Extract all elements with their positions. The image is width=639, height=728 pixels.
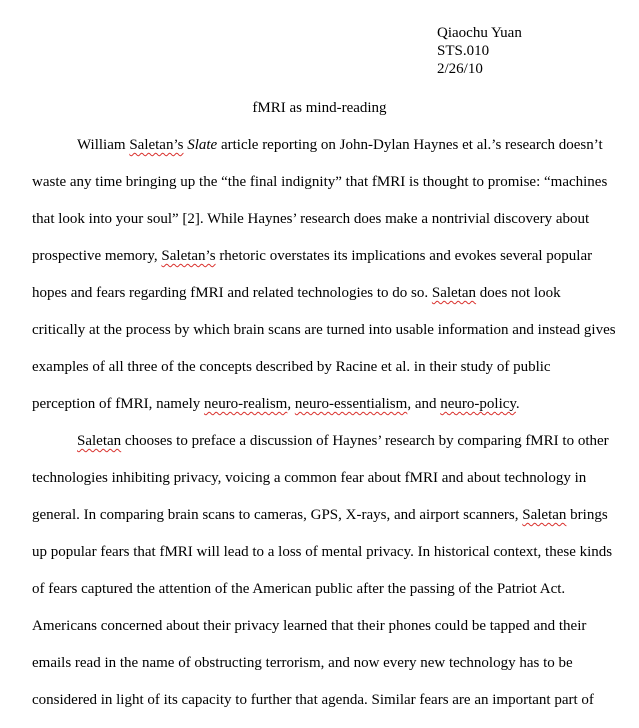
paragraph-1-line-6: critically at the process by which brain scans are turned into usable information and instead gives xyxy=(32,322,616,338)
text-run: , xyxy=(287,396,295,412)
misspelled-word: Saletan xyxy=(431,285,477,301)
text-run: chooses to preface a discussion of Haynes’ research by comparing fMRI to other xyxy=(121,433,609,449)
misspelled-word: Saletan xyxy=(77,433,122,449)
document-title: fMRI as mind-reading xyxy=(252,100,387,116)
text-run: hopes and fears regarding fMRI and related technologies to do so. xyxy=(32,285,432,301)
text-run: rhetoric overstates its implications and evokes several popular xyxy=(215,248,593,264)
paragraph-1-line-4 xyxy=(32,247,632,284)
misspelled-word: neuro-essentialism xyxy=(294,396,408,412)
paragraph-2-line-2: technologies inhibiting privacy, voicing a common fear about fMRI and about technology in xyxy=(32,470,587,486)
text-run: article reporting on John-Dylan Haynes et al.’s research doesn’t xyxy=(217,137,603,153)
misspelled-word: neuro-realism xyxy=(204,396,288,412)
paragraph-1-line-7: examples of all three of the concepts described by Racine et al. in their study of public xyxy=(32,359,551,375)
course-number: STS.010 xyxy=(437,43,490,59)
italic-publication-name: Slate xyxy=(187,137,218,153)
paragraph-2-line-6: Americans concerned about their privacy learned that their phones could be tapped and their xyxy=(32,618,587,634)
author-name: Qiaochu Yuan xyxy=(437,25,522,41)
paragraph-1-line-8 xyxy=(32,395,632,432)
paragraph-2-line-3 xyxy=(32,506,632,543)
header-block xyxy=(437,24,522,78)
misspelled-word: Saletan’s xyxy=(129,137,184,153)
date: 2/26/10 xyxy=(437,61,483,77)
misspelled-word: Saletan xyxy=(522,507,567,523)
paragraph-2-line-1 xyxy=(32,432,632,469)
text-run: , and xyxy=(407,396,441,412)
text-run: general. In comparing brain scans to cameras, GPS, X-rays, and airport scanners, xyxy=(32,507,523,523)
text-run: William xyxy=(77,137,130,153)
text-run: brings xyxy=(566,507,608,523)
paragraph-2-line-4: up popular fears that fMRI will lead to a loss of mental privacy. In historical context, these kinds xyxy=(32,544,613,560)
text-run: does not look xyxy=(476,285,561,301)
paragraph-2-line-8: considered in light of its capacity to further that agenda. Similar fears are an important part of xyxy=(32,692,594,708)
text-run: . xyxy=(515,396,520,412)
document-body xyxy=(32,136,632,728)
paragraph-1-line-5 xyxy=(32,284,632,321)
misspelled-word: Saletan’s xyxy=(161,248,216,264)
paragraph-1-line-1 xyxy=(32,136,632,173)
paragraph-1-line-3: that look into your soul” [2]. While Haynes’ research does make a nontrivial discovery about xyxy=(32,211,590,227)
paragraph-2-line-7: emails read in the name of obstructing terrorism, and now every new technology has to be xyxy=(32,655,573,671)
misspelled-word: neuro-policy xyxy=(440,396,516,412)
text-run: perception of fMRI, namely xyxy=(32,396,205,412)
paragraph-1-line-2: waste any time bringing up the “the final indignity” that fMRI is thought to promise: “machines xyxy=(32,174,608,190)
text-run: prospective memory, xyxy=(32,248,162,264)
paragraph-2-line-5: of fears captured the attention of the American public after the passing of the Patriot Act. xyxy=(32,581,566,597)
